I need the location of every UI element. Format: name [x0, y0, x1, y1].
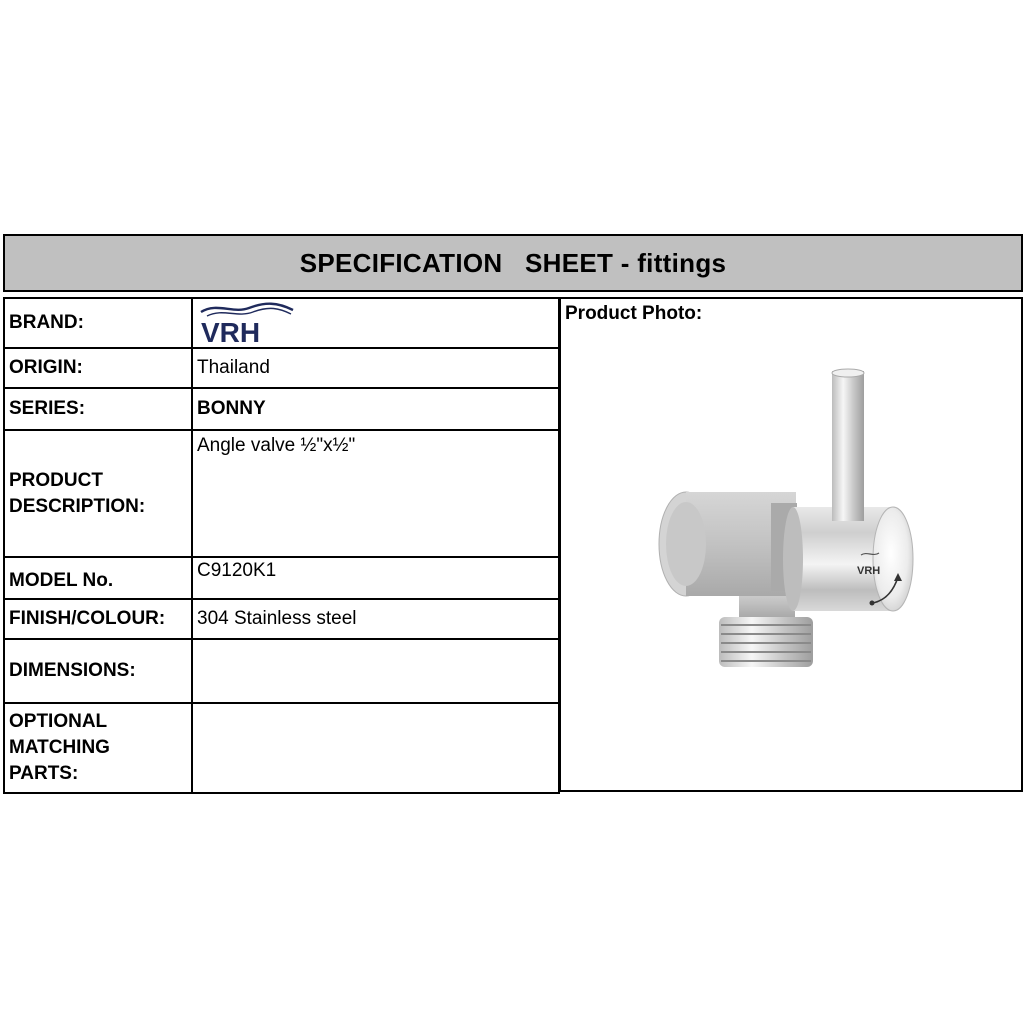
row-model	[4, 557, 559, 599]
dimensions-value	[192, 639, 559, 703]
brand-label: BRAND:	[4, 298, 192, 348]
sheet-title: SPECIFICATION SHEET - fittings	[299, 247, 727, 278]
optional-label-line2: MATCHING	[9, 737, 110, 758]
model-value: C9120K1	[192, 557, 559, 599]
vrh-logo-text: VRH	[201, 317, 261, 346]
origin-label: ORIGIN:	[4, 348, 192, 388]
row-optional	[4, 703, 559, 793]
description-label-line2: DESCRIPTION:	[9, 495, 146, 517]
dimensions-label: DIMENSIONS:	[4, 639, 192, 703]
optional-label-line1: OPTIONAL	[9, 711, 108, 732]
row-origin	[4, 348, 559, 388]
origin-value: Thailand	[192, 348, 559, 388]
row-brand	[4, 298, 559, 348]
finish-label: FINISH/COLOUR:	[4, 599, 192, 639]
finish-value: 304 Stainless steel	[192, 599, 559, 639]
model-label: MODEL No.	[4, 557, 192, 599]
series-value: BONNY	[192, 388, 559, 430]
description-value: Angle valve ½"x½"	[192, 430, 559, 557]
vrh-logo	[197, 300, 297, 346]
valve-handle	[832, 369, 864, 521]
valve-cap	[783, 507, 913, 611]
optional-value	[192, 703, 559, 793]
description-label-line1: PRODUCT	[9, 469, 103, 491]
row-description	[4, 430, 559, 557]
valve-body	[659, 492, 797, 596]
optional-label	[4, 703, 192, 793]
spec-table	[3, 297, 560, 794]
series-label: SERIES:	[4, 388, 192, 430]
description-label	[4, 430, 192, 557]
row-series	[4, 388, 559, 430]
product-photo-label: Product Photo:	[565, 303, 703, 324]
row-dimensions	[4, 639, 559, 703]
product-photo-panel	[559, 297, 1023, 792]
angle-valve-illustration	[561, 299, 1021, 790]
optional-label-line3: PARTS:	[9, 763, 79, 784]
cap-logo-text: VRH	[857, 565, 881, 577]
row-finish	[4, 599, 559, 639]
title-bar	[3, 234, 1023, 292]
brand-value	[192, 298, 559, 348]
